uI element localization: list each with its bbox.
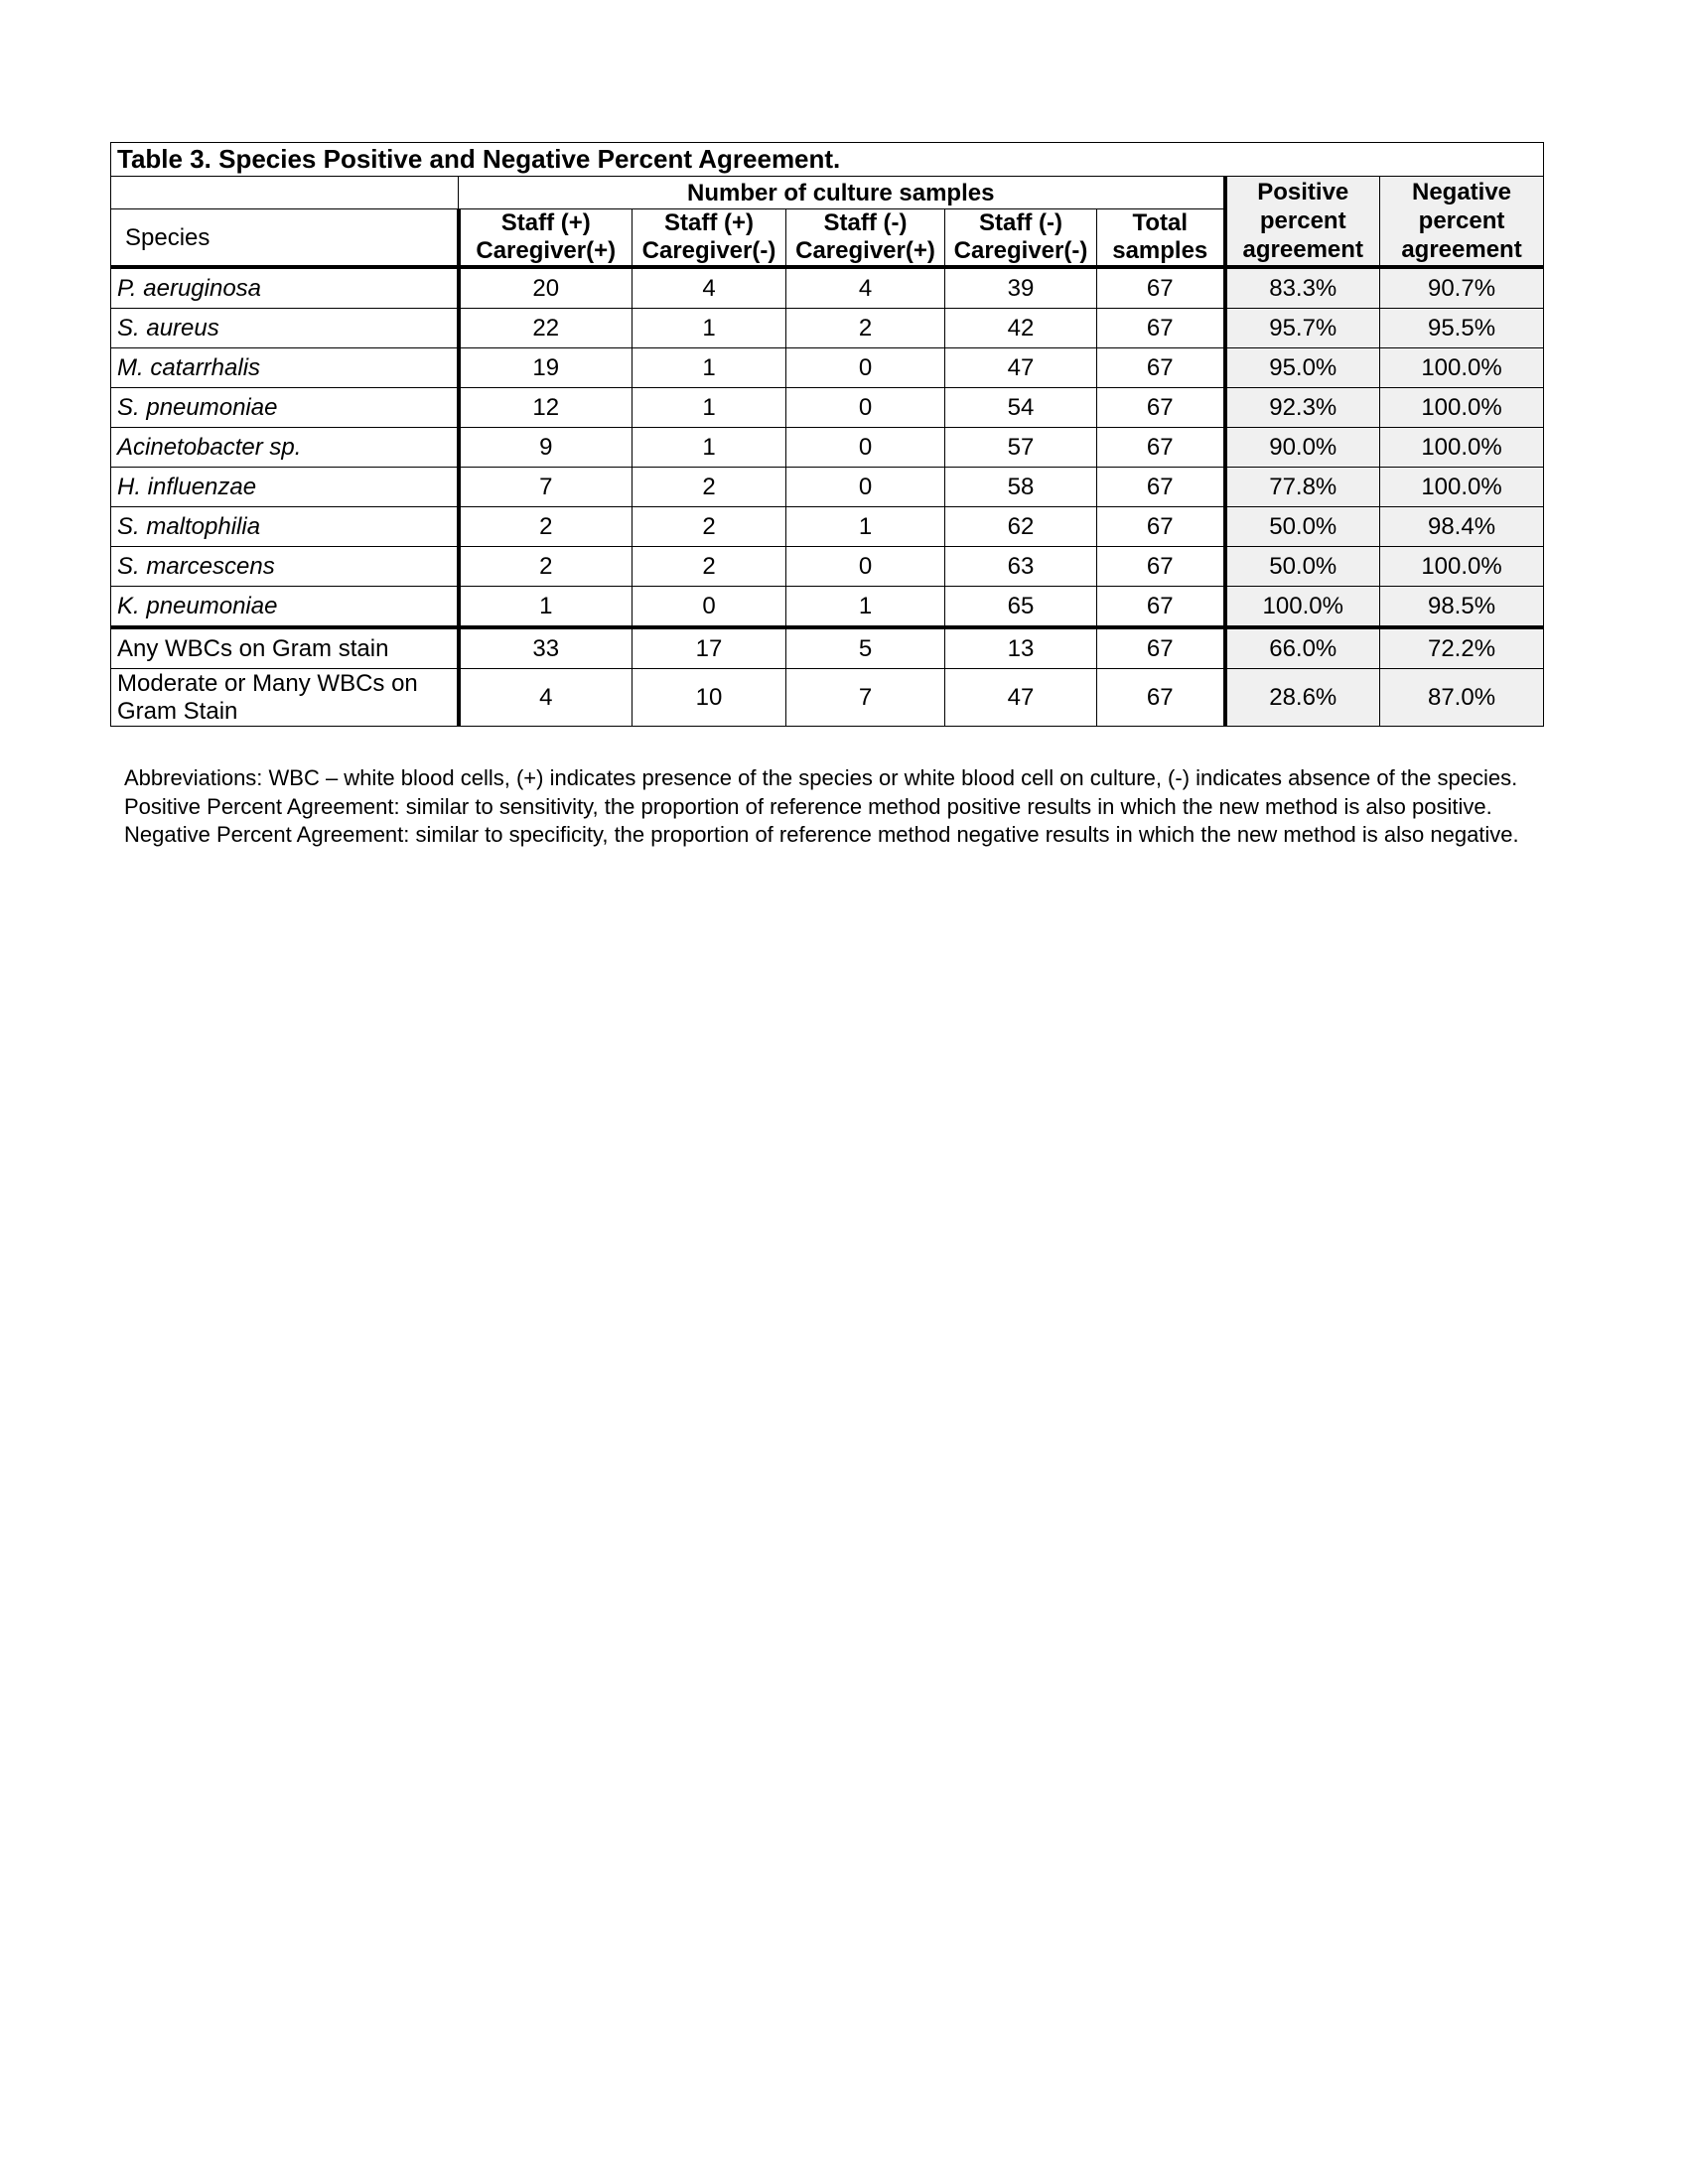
value-cell: 13 bbox=[945, 627, 1097, 669]
species-cell: S. marcescens bbox=[111, 547, 459, 587]
npa-cell: 100.0% bbox=[1380, 388, 1544, 428]
empty-header-cell bbox=[111, 177, 459, 209]
species-cell: S. maltophilia bbox=[111, 507, 459, 547]
col-header bbox=[633, 209, 786, 268]
value-cell: 47 bbox=[945, 348, 1097, 388]
value-cell: 62 bbox=[945, 507, 1097, 547]
col-header-line1: Total bbox=[1132, 209, 1189, 236]
col-header-line1: Staff (+) bbox=[500, 209, 591, 236]
value-cell: 1 bbox=[633, 428, 786, 468]
total-cell: 67 bbox=[1097, 587, 1225, 628]
value-cell: 2 bbox=[786, 309, 945, 348]
total-cell: 67 bbox=[1097, 669, 1225, 727]
species-cell: S. pneumoniae bbox=[111, 388, 459, 428]
value-cell: 4 bbox=[786, 267, 945, 309]
ppa-cell: 50.0% bbox=[1225, 547, 1380, 587]
species-cell: S. aureus bbox=[111, 309, 459, 348]
col-header-line1: Staff (-) bbox=[979, 209, 1062, 236]
col-header-line2: Caregiver(-) bbox=[641, 237, 776, 264]
value-cell: 4 bbox=[633, 267, 786, 309]
col-header-line2: Caregiver(+) bbox=[476, 237, 617, 264]
species-cell: H. influenzae bbox=[111, 468, 459, 507]
species-cell bbox=[111, 669, 459, 727]
total-cell: 67 bbox=[1097, 547, 1225, 587]
value-cell: 1 bbox=[786, 507, 945, 547]
npa-definition-note: Negative Percent Agreement: similar to specificity, the proportion of reference method negative results in which the new method is also negative. bbox=[124, 822, 1519, 847]
npa-cell: 100.0% bbox=[1380, 547, 1544, 587]
species-line2: Gram Stain bbox=[117, 697, 238, 725]
ppa-definition-note: Positive Percent Agreement: similar to sensitivity, the proportion of reference method positive results in which the new method is also positive. bbox=[124, 793, 1492, 819]
col-header-line2: Caregiver(-) bbox=[953, 237, 1088, 264]
ppa-cell: 100.0% bbox=[1225, 587, 1380, 628]
table-row bbox=[111, 428, 1544, 468]
value-cell: 0 bbox=[786, 468, 945, 507]
ppa-cell: 92.3% bbox=[1225, 388, 1380, 428]
species-cell: Acinetobacter sp. bbox=[111, 428, 459, 468]
col-header-line1: Staff (-) bbox=[823, 209, 908, 236]
table-row bbox=[111, 468, 1544, 507]
ppa-cell: 28.6% bbox=[1225, 669, 1380, 727]
value-cell: 2 bbox=[633, 547, 786, 587]
species-cell: P. aeruginosa bbox=[111, 267, 459, 309]
total-cell: 67 bbox=[1097, 309, 1225, 348]
table-row bbox=[111, 388, 1544, 428]
total-cell: 67 bbox=[1097, 348, 1225, 388]
npa-cell: 98.4% bbox=[1380, 507, 1544, 547]
value-cell: 47 bbox=[945, 669, 1097, 727]
total-cell: 67 bbox=[1097, 507, 1225, 547]
npa-cell: 100.0% bbox=[1380, 428, 1544, 468]
value-cell: 57 bbox=[945, 428, 1097, 468]
npa-header bbox=[1380, 177, 1544, 268]
value-cell: 2 bbox=[633, 507, 786, 547]
value-cell: 19 bbox=[459, 348, 633, 388]
value-cell: 39 bbox=[945, 267, 1097, 309]
npa-cell: 90.7% bbox=[1380, 267, 1544, 309]
group-header: Number of culture samples bbox=[459, 177, 1225, 209]
npa-header-line1: Negative bbox=[1411, 179, 1512, 205]
value-cell: 42 bbox=[945, 309, 1097, 348]
npa-cell: 100.0% bbox=[1380, 348, 1544, 388]
ppa-cell: 77.8% bbox=[1225, 468, 1380, 507]
value-cell: 0 bbox=[786, 388, 945, 428]
total-cell: 67 bbox=[1097, 267, 1225, 309]
value-cell: 2 bbox=[633, 468, 786, 507]
ppa-cell: 83.3% bbox=[1225, 267, 1380, 309]
ppa-header-line1: Positive bbox=[1257, 179, 1349, 205]
value-cell: 22 bbox=[459, 309, 633, 348]
value-cell: 4 bbox=[459, 669, 633, 727]
col-header bbox=[786, 209, 945, 268]
species-cell: Any WBCs on Gram stain bbox=[111, 627, 459, 669]
table-footnotes bbox=[124, 764, 1594, 850]
col-header bbox=[1097, 209, 1225, 268]
ppa-cell: 95.0% bbox=[1225, 348, 1380, 388]
total-cell: 67 bbox=[1097, 388, 1225, 428]
npa-cell: 100.0% bbox=[1380, 468, 1544, 507]
value-cell: 9 bbox=[459, 428, 633, 468]
value-cell: 65 bbox=[945, 587, 1097, 628]
total-cell: 67 bbox=[1097, 627, 1225, 669]
value-cell: 0 bbox=[786, 547, 945, 587]
ppa-header-line2: percent bbox=[1259, 207, 1346, 234]
col-header-line2: samples bbox=[1112, 237, 1208, 264]
table-row bbox=[111, 348, 1544, 388]
ppa-cell: 66.0% bbox=[1225, 627, 1380, 669]
ppa-cell: 95.7% bbox=[1225, 309, 1380, 348]
ppa-cell: 90.0% bbox=[1225, 428, 1380, 468]
npa-cell: 95.5% bbox=[1380, 309, 1544, 348]
value-cell: 12 bbox=[459, 388, 633, 428]
table-row bbox=[111, 669, 1544, 727]
value-cell: 0 bbox=[633, 587, 786, 628]
npa-cell: 98.5% bbox=[1380, 587, 1544, 628]
value-cell: 63 bbox=[945, 547, 1097, 587]
ppa-cell: 50.0% bbox=[1225, 507, 1380, 547]
abbreviations-note: Abbreviations: WBC – white blood cells, (+) indicates presence of the species or white blood cell on culture, (-) indicates absence of the species. bbox=[124, 765, 1518, 790]
value-cell: 1 bbox=[633, 309, 786, 348]
value-cell: 2 bbox=[459, 507, 633, 547]
ppa-header-line3: agreement bbox=[1242, 236, 1363, 263]
value-cell: 17 bbox=[633, 627, 786, 669]
table-row bbox=[111, 627, 1544, 669]
species-line1: Moderate or Many WBCs on bbox=[117, 669, 418, 697]
value-cell: 33 bbox=[459, 627, 633, 669]
value-cell: 54 bbox=[945, 388, 1097, 428]
value-cell: 7 bbox=[786, 669, 945, 727]
value-cell: 5 bbox=[786, 627, 945, 669]
table-row bbox=[111, 507, 1544, 547]
col-header bbox=[459, 209, 633, 268]
agreement-table bbox=[110, 142, 1544, 727]
value-cell: 10 bbox=[633, 669, 786, 727]
table-title: Table 3. Species Positive and Negative Percent Agreement. bbox=[111, 143, 1544, 177]
value-cell: 2 bbox=[459, 547, 633, 587]
col-header-line2: Caregiver(+) bbox=[795, 237, 935, 264]
value-cell: 0 bbox=[786, 348, 945, 388]
value-cell: 58 bbox=[945, 468, 1097, 507]
value-cell: 1 bbox=[786, 587, 945, 628]
table-row bbox=[111, 267, 1544, 309]
col-header bbox=[945, 209, 1097, 268]
species-cell: M. catarrhalis bbox=[111, 348, 459, 388]
col-header-line1: Staff (+) bbox=[664, 209, 754, 236]
total-cell: 67 bbox=[1097, 468, 1225, 507]
table-row bbox=[111, 587, 1544, 628]
npa-cell: 87.0% bbox=[1380, 669, 1544, 727]
value-cell: 1 bbox=[633, 348, 786, 388]
npa-header-line2: percent bbox=[1418, 207, 1505, 234]
value-cell: 1 bbox=[633, 388, 786, 428]
table-row bbox=[111, 547, 1544, 587]
value-cell: 7 bbox=[459, 468, 633, 507]
npa-cell: 72.2% bbox=[1380, 627, 1544, 669]
table-row bbox=[111, 309, 1544, 348]
ppa-header bbox=[1225, 177, 1380, 268]
value-cell: 20 bbox=[459, 267, 633, 309]
value-cell: 1 bbox=[459, 587, 633, 628]
species-cell: K. pneumoniae bbox=[111, 587, 459, 628]
npa-header-line3: agreement bbox=[1401, 236, 1522, 263]
value-cell: 0 bbox=[786, 428, 945, 468]
total-cell: 67 bbox=[1097, 428, 1225, 468]
species-header: Species bbox=[111, 209, 459, 268]
